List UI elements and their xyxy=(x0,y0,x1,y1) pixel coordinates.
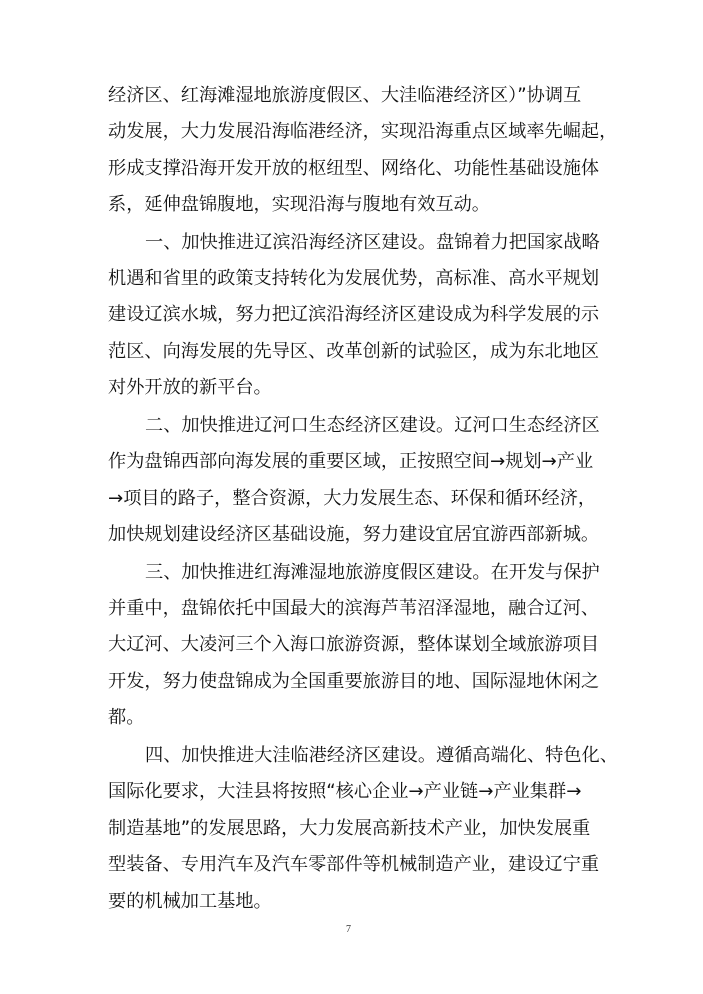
text-line: 形成支撑沿海开发开放的枢纽型、网络化、功能性基础设施体 xyxy=(108,158,600,179)
text-line: 并重中，盘锦依托中国最大的滨海芦苇沼泽湿地，融合辽河、 xyxy=(108,598,600,619)
text-line: 型装备、专用汽车及汽车零部件等机械制造产业，建设辽宁重 xyxy=(108,854,600,875)
text-line: 国际化要求，大洼县将按照“核心企业→产业链→产业集群→ xyxy=(108,781,582,802)
text-line: 四、加快推进大洼临港经济区建设。遵循高端化、特色化、 xyxy=(145,745,618,766)
text-line: 对外开放的新平台。 xyxy=(108,377,272,398)
text-line: 范区、向海发展的先导区、改革创新的试验区，成为东北地区 xyxy=(108,341,600,362)
text-line: 都。 xyxy=(108,707,145,728)
text-line: 动发展，大力发展沿海临港经济，实现沿海重点区域率先崛起， xyxy=(108,121,618,142)
text-line: 加快规划建设经济区基础设施，努力建设宜居宜游西部新城。 xyxy=(108,524,600,545)
text-line: 机遇和省里的政策支持转化为发展优势，高标准、高水平规划 xyxy=(108,268,600,289)
text-line: →项目的路子，整合资源，大力发展生态、环保和循环经济， xyxy=(108,488,597,509)
text-line: 二、加快推进辽河口生态经济区建设。辽河口生态经济区 xyxy=(145,415,600,436)
text-line: 大辽河、大凌河三个入海口旅游资源，整体谋划全域旅游项目 xyxy=(108,634,600,655)
text-line: 作为盘锦西部向海发展的重要区域，正按照空间→规划→产业 xyxy=(108,451,594,472)
text-line: 一、加快推进辽滨沿海经济区建设。盘锦着力把国家战略 xyxy=(145,232,600,253)
text-line: 三、加快推进红海滩湿地旅游度假区建设。在开发与保护 xyxy=(145,562,600,583)
page-number: 7 xyxy=(346,924,351,935)
text-line: 开发，努力使盘锦成为全国重要旅游目的地、国际湿地休闲之 xyxy=(108,671,600,692)
text-line: 系，延伸盘锦腹地，实现沿海与腹地有效互动。 xyxy=(108,194,490,215)
text-line: 经济区、红海滩湿地旅游度假区、大洼临港经济区）”协调互 xyxy=(108,85,582,106)
text-line: 建设辽滨水城，努力把辽滨沿海经济区建设成为科学发展的示 xyxy=(108,304,600,325)
text-line: 要的机械加工基地。 xyxy=(108,891,272,912)
text-line: 制造基地”的发展思路，大力发展高新技术产业，加快发展重 xyxy=(108,818,591,839)
